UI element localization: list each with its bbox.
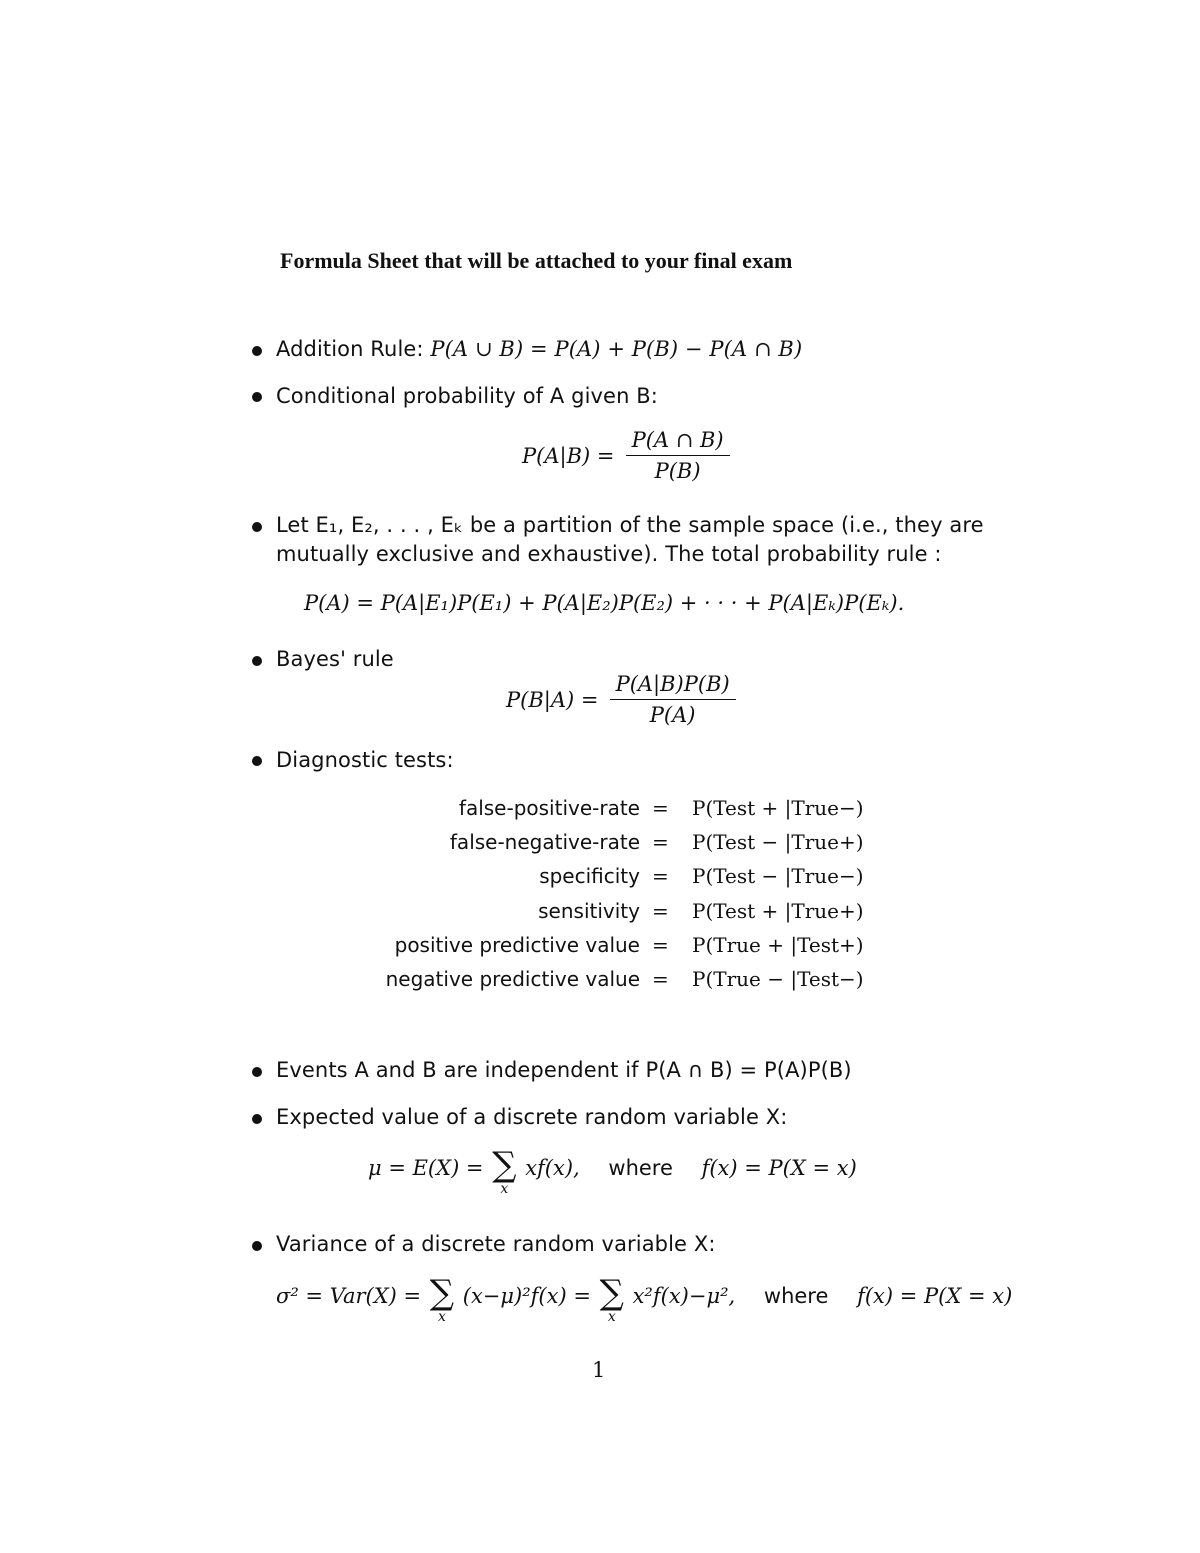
sigma-icon: ∑ — [492, 1145, 517, 1185]
expected-value-lhs: μ = E(X) = — [368, 1156, 484, 1180]
conditional-intro: Conditional probability of A given B: — [276, 384, 658, 408]
diagnostic-name: specificity — [539, 864, 640, 888]
diagnostic-label: Diagnostic tests: — [276, 748, 454, 772]
conditional-numerator: P(A ∩ B) — [626, 428, 730, 456]
diagnostic-name: negative predictive value — [385, 967, 640, 991]
diagnostic-row — [330, 933, 890, 967]
diagnostic-row — [330, 864, 890, 898]
bullet-icon — [252, 756, 262, 766]
variance-rhs: f(x) = P(X = x) — [857, 1284, 1013, 1308]
diagnostic-row — [330, 830, 890, 864]
diagnostic-value: P(Test − |True+) — [692, 830, 864, 854]
diagnostic-name: positive predictive value — [394, 933, 640, 957]
sigma-icon: ∑ — [429, 1273, 455, 1313]
variance-where: where — [763, 1284, 829, 1308]
variance-formula — [276, 1273, 1013, 1325]
diagnostic-value: P(Test − |True−) — [692, 864, 864, 888]
bullet-icon — [252, 656, 262, 666]
diagnostic-equals: = — [652, 967, 669, 991]
total-probability-line2: mutually exclusive and exhaustive). The total probability rule : — [276, 542, 942, 566]
bullet-icon — [252, 1241, 262, 1251]
sum-symbol — [492, 1145, 517, 1197]
diagnostic-equals: = — [652, 864, 669, 888]
page-title: Formula Sheet that will be attached to your final exam — [280, 248, 793, 273]
variance-term1: (x−μ)²f(x) = — [462, 1284, 591, 1308]
independence-text: Events A and B are independent if P(A ∩ B) = P(A)P(B) — [276, 1058, 852, 1082]
bullet-icon — [252, 346, 262, 356]
diagnostic-name: false-positive-rate — [458, 796, 640, 820]
expected-value-formula — [368, 1145, 857, 1197]
variance-label: Variance of a discrete random variable X: — [276, 1232, 716, 1256]
variance-term2: x²f(x)−μ², — [632, 1284, 736, 1308]
variance-lhs: σ² = Var(X) = — [276, 1284, 422, 1308]
diagnostic-value: P(Test + |True−) — [692, 796, 864, 820]
diagnostic-value: P(Test + |True+) — [692, 899, 864, 923]
diagnostic-equals: = — [652, 899, 669, 923]
bayes-lhs: P(B|A) = — [506, 687, 599, 712]
diagnostic-equals: = — [652, 933, 669, 957]
sum-index: x — [437, 1309, 446, 1325]
addition-rule-formula: P(A ∪ B) = P(A) + P(B) − P(A ∩ B) — [430, 337, 803, 361]
bayes-numerator: P(A|B)P(B) — [610, 672, 736, 700]
bullet-icon — [252, 1067, 262, 1077]
diagnostic-value: P(True − |Test−) — [692, 967, 864, 991]
conditional-formula — [522, 428, 730, 483]
diagnostic-equals: = — [652, 830, 669, 854]
sum-symbol — [429, 1273, 455, 1325]
conditional-denominator: P(B) — [654, 459, 701, 483]
expected-value-where: where — [608, 1156, 673, 1180]
bullet-icon — [252, 392, 262, 402]
bullet-icon — [252, 1114, 262, 1124]
diagnostic-row — [330, 796, 890, 830]
sum-index: x — [500, 1181, 509, 1197]
expected-value-label: Expected value of a discrete random variable X: — [276, 1105, 788, 1129]
diagnostic-name: false-negative-rate — [449, 830, 640, 854]
addition-rule — [276, 337, 802, 361]
sigma-icon: ∑ — [599, 1273, 624, 1313]
bayes-fraction — [610, 672, 736, 727]
diagnostic-row — [330, 899, 890, 933]
diagnostic-equals: = — [652, 796, 669, 820]
expected-value-term: xf(x), — [525, 1156, 580, 1180]
page-number: 1 — [592, 1358, 606, 1382]
conditional-fraction — [626, 428, 730, 483]
diagnostic-name: sensitivity — [538, 899, 640, 923]
total-probability-formula: P(A) = P(A|E₁)P(E₁) + P(A|E₂)P(E₂) + · · · + P(A|Eₖ)P(Eₖ). — [304, 591, 905, 615]
diagnostic-row — [330, 967, 890, 1001]
addition-rule-label: Addition Rule: — [276, 337, 424, 361]
conditional-lhs: P(A|B) = — [522, 443, 615, 468]
sum-index: x — [607, 1309, 616, 1325]
total-probability-line1: Let E₁, E₂, . . . , Eₖ be a partition of the sample space (i.e., they are — [276, 513, 984, 537]
bayes-label: Bayes' rule — [276, 647, 394, 671]
bayes-denominator: P(A) — [649, 703, 696, 727]
sum-symbol — [599, 1273, 624, 1325]
expected-value-rhs: f(x) = P(X = x) — [701, 1156, 857, 1180]
diagnostic-value: P(True + |Test+) — [692, 933, 864, 957]
bullet-icon — [252, 522, 262, 532]
bayes-formula — [506, 672, 736, 727]
